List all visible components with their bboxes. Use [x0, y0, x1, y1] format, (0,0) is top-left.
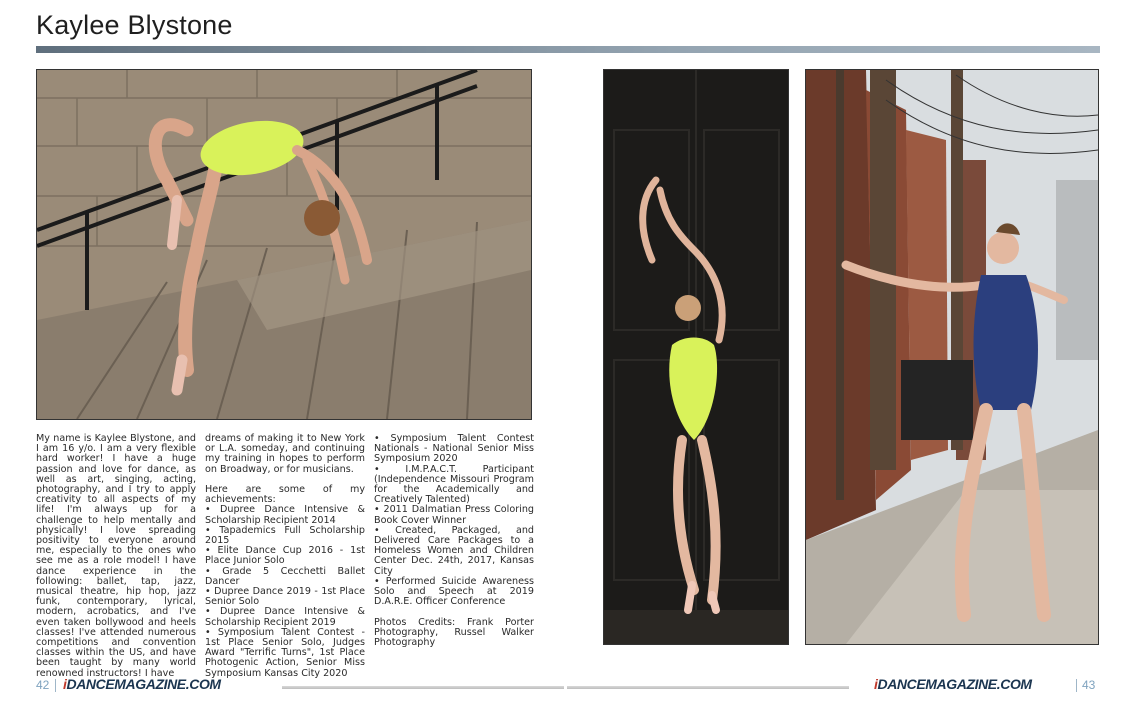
footer-line-left — [282, 686, 564, 689]
article-body-column-3: • Symposium Talent Contest Nationals - National Senior Miss Symposium 2020 • I.M.P.A.C.T. Participant (Independence Missouri Program for the Academically and Creatively Talented) • 2011 Dalmatian Press Coloring Book Cover Winner • Created, Packaged, and Delivered Care Packages to a Homeless Women and Children Center Dec. 24th, 2017, Kansas City • Performed Suicide Awareness Solo and Speech at 2019 D.A.R.E. Officer Conference Photos Credits: Frank Porter Photography, Russel Walker Photography — [374, 433, 534, 649]
brand-logo-i: i — [63, 676, 67, 692]
page-number-divider-right — [1076, 679, 1077, 692]
brand-logo-i: i — [874, 676, 878, 692]
brand-logo-right[interactable] — [874, 676, 1032, 692]
photo-dancer-dark-doorway — [603, 69, 789, 645]
page-number-divider-left — [55, 679, 56, 692]
brand-logo-left[interactable] — [63, 676, 221, 692]
article-title: Kaylee Blystone — [36, 10, 233, 40]
title-rule — [36, 46, 1100, 53]
brand-logo-text: DANCEMAGAZINE.COM — [66, 676, 221, 692]
article-body-column-1: My name is Kaylee Blystone, and I am 16 y/o. I am a very flexible hard worker! I have a huge passion and love for dance, as well as art, singing, acting, photography, and I try to apply creativity to all aspects of my life! I'm always up for a challenge to help mentally and physically! I love spreading positivity to everyone around me, especially to the ones who see me as a role model! I have dance experience in the following: ballet, tap, jazz, musical theatre, hip hop, jazz funk, contemporary, lyrical, modern, acrobatics, and I've even taken bollywood and heels classes! I've attended numerous competitions and convention classes within the US, and have been taught by many world renowned instructors! I have — [36, 433, 196, 679]
page-number-right: 43 — [1082, 678, 1096, 692]
footer-line-right — [567, 686, 849, 689]
page-number-left: 42 — [36, 678, 50, 692]
brand-logo-text: DANCEMAGAZINE.COM — [877, 676, 1032, 692]
photo-dancer-alley — [805, 69, 1099, 645]
photo-dancer-on-steps — [36, 69, 532, 420]
article-body-column-2: dreams of making it to New York or L.A. someday, and continuing my training in hopes to perform on Broadway, or for musicians. Here are some of my achievements: • Dupree Dance Intensive & Scholarship Recipient 2014 • Tapademics Full Scholarship 2015 • Elite Dance Cup 2016 - 1st Place Junior Solo • Grade 5 Cecchetti Ballet Dancer • Dupree Dance 2019 - 1st Place Senior Solo • Dupree Dance Intensive & Scholarship Recipient 2019 • Symposium Talent Contest - 1st Place Senior Solo, Judges Award "Terrific Turns", 1st Place Photogenic Action, Senior Miss Symposium Kansas City 2020 — [205, 433, 365, 679]
